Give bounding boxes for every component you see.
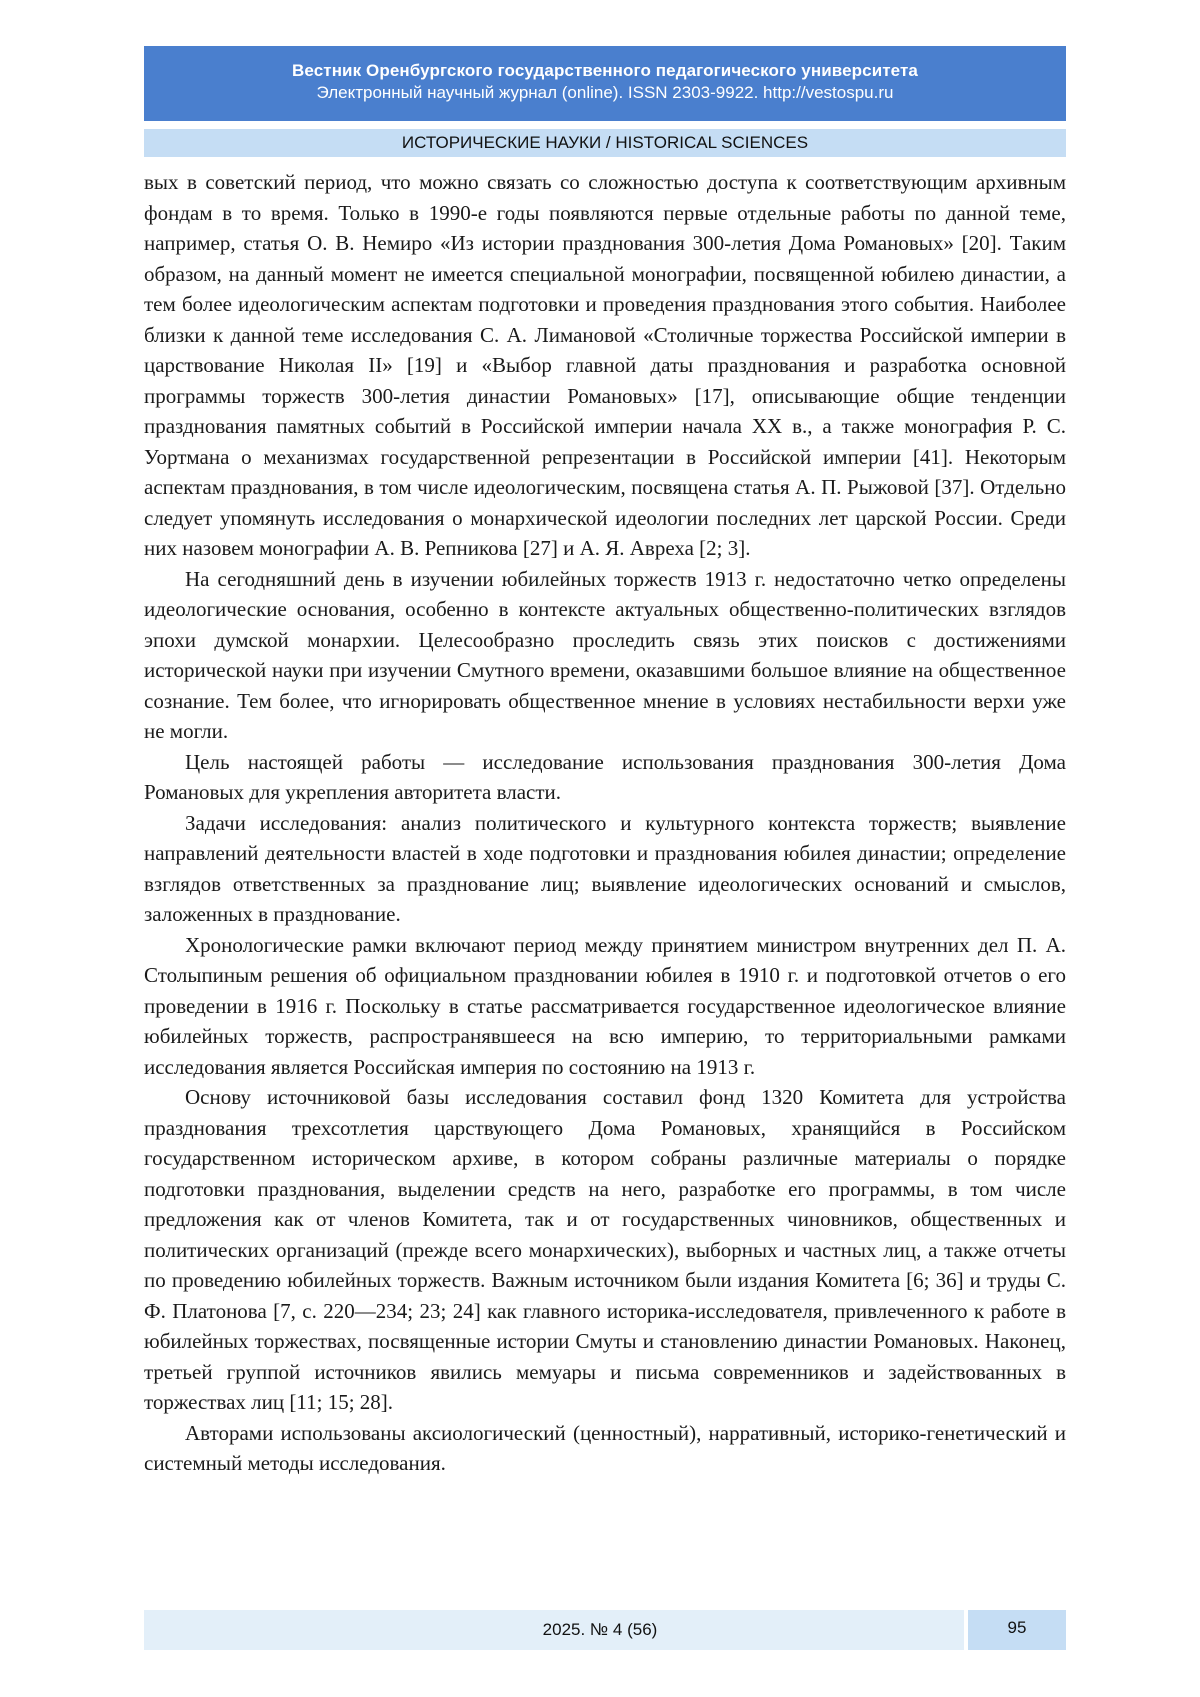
paragraph-4: Задачи исследования: анализ политического и культурного контекста торжеств; выявление направлений деятельности властей в ходе подготовки и празднования юбилея династии; определение взглядов ответственных за празднование лиц; выявление идеологических оснований и смыслов, заложенных в празднование. [144,810,1066,926]
journal-header [144,46,1066,121]
paragraph-6: Основу источниковой базы исследования составил фонд 1320 Комитета для устройства празднования трехсотлетия царствующего Дома Романовых, хранящийся в Российском государственном историческом архиве, в котором собраны различные материалы о порядке подготовки празднования, выделении средств на него, разработке его программы, в том числе предложения как от членов Комитета, так и от государственных чиновников, общественных и политических организаций (прежде всего монархических), выборных и частных лиц, а также отчеты по проведению юбилейных торжеств. Важным источником были издания Комитета [6; 36] и труды С. Ф. Платонова [7, с. 220—234; 23; 24] как главного историка-исследователя, привлеченного к работе в юбилейных торжествах, посвященные истории Смуты и становлению династии Романовых. Наконец, третьей группой источников явились мемуары и письма современников и задействованных в торжествах лиц [11; 15; 28]. [144,1085,1066,1414]
page-number: 95 [968,1610,1066,1650]
paragraph-3: Цель настоящей работы — исследование использования празднования 300-летия Дома Романовых для укрепления авторитета власти. [144,749,1066,804]
article-body [144,167,1066,1479]
section-label: ИСТОРИЧЕСКИЕ НАУКИ / HISTORICAL SCIENCES [144,129,1066,157]
paragraph-1: вых в советский период, что можно связать со сложностью доступа к соответствующим архивным фондам в то время. Только в 1990-е годы появляются первые отдельные работы по данной теме, например, статья О. В. Немиро «Из истории празднования 300-летия Дома Романовых» [20]. Таким образом, на данный момент не имеется специальной монографии, посвященной юбилею династии, а тем более идеологическим аспектам подготовки и проведения празднования этого события. Наиболее близки к данной теме исследования С. А. Лимановой «Столичные торжества Российской империи в царствование Николая II» [19] и «Выбор главной даты празднования и разработка основной программы торжеств 300-летия династии Романовых» [17], описывающие общие тенденции празднования памятных событий в Российской империи начала XX в., а также монография Р. С. Уортмана о механизмах государственной репрезентации в Российской империи [41]. Некоторым аспектам празднования, в том числе идеологическим, посвящена статья А. П. Рыжовой [37]. Отдельно следует упомянуть исследования о монархической идеологии последних лет царской России. Среди них назовем монографии А. В. Репникова [27] и А. Я. Авреха [2; 3]. [144,170,1066,560]
issue-label: 2025. № 4 (56) [144,1610,964,1650]
journal-title: Вестник Оренбургского государственного педагогического университета [292,61,918,80]
journal-subtitle: Электронный научный журнал (online). ISSN 2303-9922. http://vestospu.ru [316,83,894,102]
paragraph-5: Хронологические рамки включают период между принятием министром внутренних дел П. А. Столыпиным решения об официальном праздновании юбилея в 1910 г. и подготовкой отчетов о его проведении в 1916 г. Поскольку в статье рассматривается государственное идеологическое влияние юбилейных торжеств, распространявшееся на всю империю, то территориальными рамками исследования является Российская империя по состоянию на 1913 г. [144,932,1066,1079]
paragraph-7: Авторами использованы аксиологический (ценностный), нарративный, историко-генетический и системный методы исследования. [144,1420,1066,1475]
paragraph-2: На сегодняшний день в изучении юбилейных торжеств 1913 г. недостаточно четко определены идеологические основания, особенно в контексте актуальных общественно-политических взглядов эпохи думской монархии. Целесообразно проследить связь этих поисков с достижениями исторической науки при изучении Смутного времени, оказавшими большое влияние на общественное сознание. Тем более, что игнорировать общественное мнение в условиях нестабильности верхи уже не могли. [144,566,1066,743]
page-footer [144,1610,1066,1650]
